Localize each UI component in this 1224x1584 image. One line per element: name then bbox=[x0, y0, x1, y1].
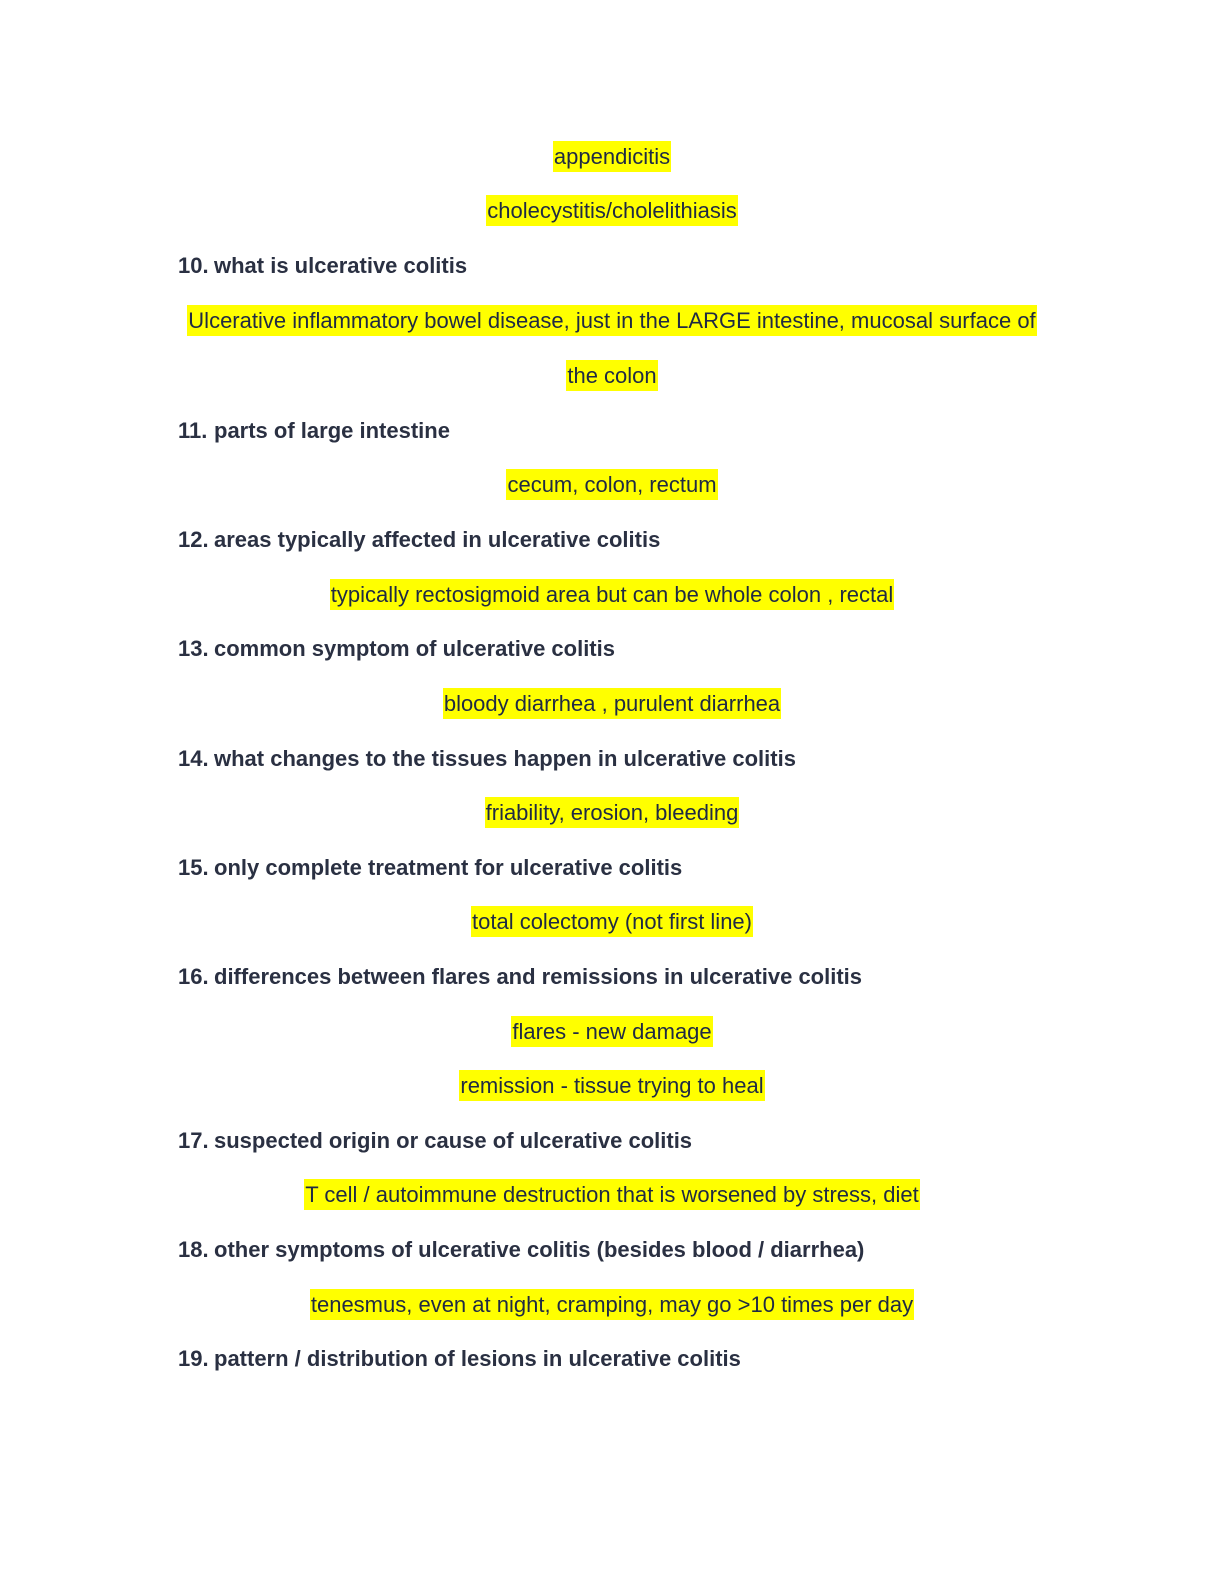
question-item bbox=[0, 416, 1224, 446]
highlighted-answer: friability, erosion, bleeding bbox=[485, 797, 740, 828]
question-item bbox=[0, 1235, 1224, 1265]
question-item bbox=[0, 853, 1224, 883]
question-number: 16. bbox=[178, 964, 209, 989]
highlighted-answer: tenesmus, even at night, cramping, may go >10 times per day bbox=[310, 1289, 914, 1320]
question-text: differences between flares and remissions in ulcerative colitis bbox=[214, 964, 863, 989]
answer-line bbox=[0, 580, 1224, 610]
question-item bbox=[0, 1344, 1224, 1374]
question-number: 13. bbox=[178, 636, 209, 661]
question-item bbox=[0, 525, 1224, 555]
question-number: 15. bbox=[178, 855, 209, 880]
question-number: 18. bbox=[178, 1237, 209, 1262]
highlighted-answer: flares - new damage bbox=[511, 1016, 712, 1047]
highlighted-answer: total colectomy (not first line) bbox=[471, 906, 753, 937]
highlighted-answer: the colon bbox=[566, 360, 657, 391]
question-number: 14. bbox=[178, 746, 209, 771]
question-text: other symptoms of ulcerative colitis (besides blood / diarrhea) bbox=[214, 1237, 865, 1262]
question-text: what is ulcerative colitis bbox=[214, 253, 468, 278]
question-number: 11. bbox=[178, 418, 208, 443]
highlighted-answer: remission - tissue trying to heal bbox=[459, 1070, 764, 1101]
highlighted-answer: typically rectosigmoid area but can be whole colon , rectal bbox=[330, 579, 895, 610]
answer-line bbox=[0, 689, 1224, 719]
question-number: 17. bbox=[178, 1128, 209, 1153]
answer-line bbox=[0, 470, 1224, 500]
answer-line bbox=[0, 1017, 1224, 1047]
question-item bbox=[0, 744, 1224, 774]
highlighted-answer: appendicitis bbox=[553, 141, 671, 172]
answer-line bbox=[0, 196, 1224, 226]
answer-line bbox=[0, 1071, 1224, 1101]
question-number: 12. bbox=[178, 527, 209, 552]
question-text: common symptom of ulcerative colitis bbox=[214, 636, 615, 661]
question-item bbox=[0, 962, 1224, 992]
answer-line bbox=[0, 1290, 1224, 1320]
answer-line bbox=[0, 142, 1224, 172]
question-item bbox=[0, 1126, 1224, 1156]
highlighted-answer: cholecystitis/cholelithiasis bbox=[486, 195, 737, 226]
answer-line bbox=[0, 1180, 1224, 1210]
question-number: 10. bbox=[178, 253, 209, 278]
highlighted-answer: T cell / autoimmune destruction that is worsened by stress, diet bbox=[304, 1179, 919, 1210]
question-item bbox=[0, 634, 1224, 664]
question-text: pattern / distribution of lesions in ulcerative colitis bbox=[214, 1346, 741, 1371]
question-text: only complete treatment for ulcerative colitis bbox=[214, 855, 683, 880]
answer-line bbox=[0, 306, 1224, 336]
question-item bbox=[0, 251, 1224, 281]
question-text: what changes to the tissues happen in ulcerative colitis bbox=[214, 746, 796, 771]
question-text: suspected origin or cause of ulcerative colitis bbox=[214, 1128, 693, 1153]
question-number: 19. bbox=[178, 1346, 209, 1371]
question-text: areas typically affected in ulcerative colitis bbox=[214, 527, 661, 552]
answer-line bbox=[0, 907, 1224, 937]
highlighted-answer: cecum, colon, rectum bbox=[506, 469, 717, 500]
question-text: parts of large intestine bbox=[214, 418, 450, 443]
highlighted-answer: bloody diarrhea , purulent diarrhea bbox=[443, 688, 781, 719]
answer-line bbox=[0, 361, 1224, 391]
highlighted-answer: Ulcerative inflammatory bowel disease, just in the LARGE intestine, mucosal surface of bbox=[187, 305, 1036, 336]
answer-line bbox=[0, 798, 1224, 828]
